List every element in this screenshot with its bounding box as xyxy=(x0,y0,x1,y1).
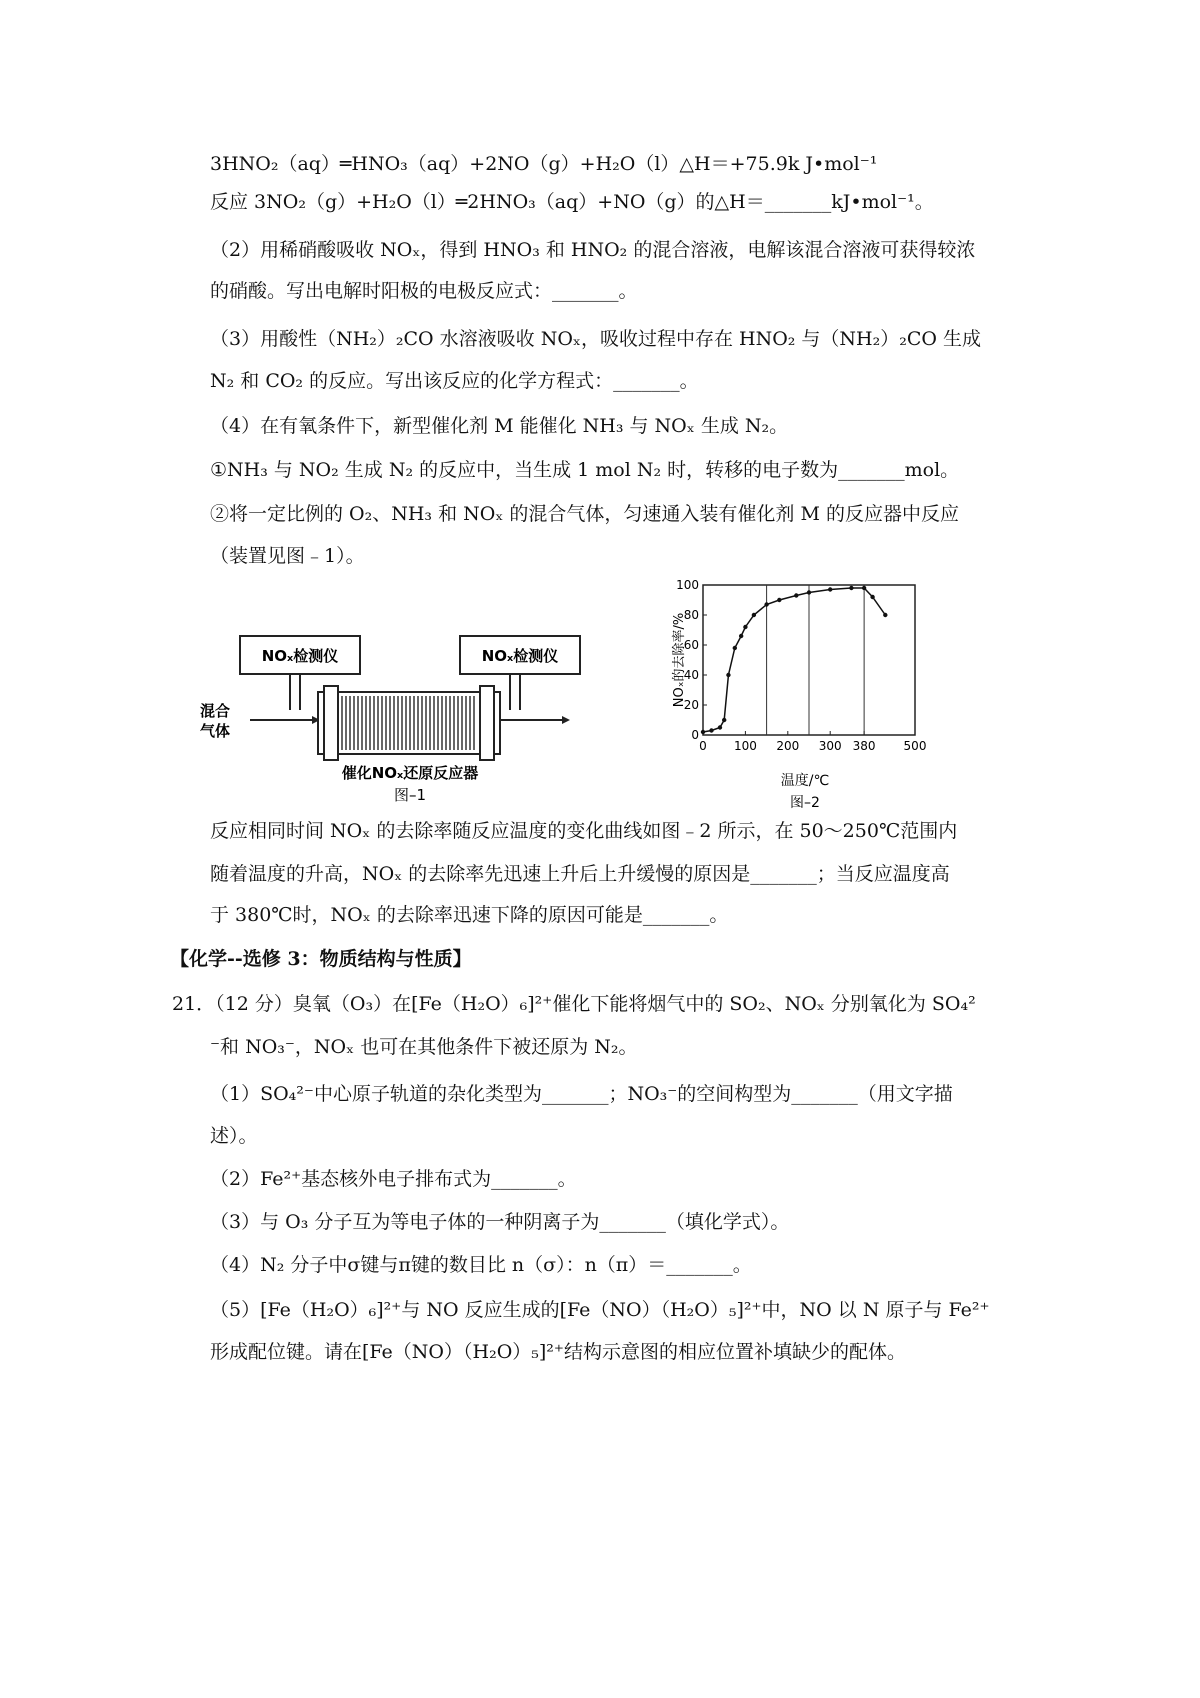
x-tick-label: 300 xyxy=(818,739,842,753)
data-point xyxy=(794,593,798,597)
text-line: 反应相同时间 NOₓ 的去除率随反应温度的变化曲线如图﹣2 所示，在 50～250℃范围内 xyxy=(210,820,958,842)
figure-1-apparatus xyxy=(200,630,620,810)
data-point xyxy=(718,725,722,729)
data-point xyxy=(777,598,781,602)
x-tick-label: 500 xyxy=(903,739,927,753)
data-point xyxy=(733,646,737,650)
y-tick-label: 60 xyxy=(683,638,699,652)
section-heading: 【化学--选修 3：物质结构与性质】 xyxy=(170,948,472,970)
data-point xyxy=(739,634,743,638)
text-line: N₂ 和 CO₂ 的反应。写出该反应的化学方程式：_______。 xyxy=(210,370,699,392)
figure-1-caption: 图–1 xyxy=(393,786,427,804)
text-line: ②将一定比例的 O₂、NH₃ 和 NOₓ 的混合气体，匀速通入装有催化剂 M 的反应器中反应 xyxy=(210,503,959,525)
y-tick-label: 80 xyxy=(683,608,699,622)
text-line: （4）N₂ 分子中σ键与π键的数目比 n（σ）：n（π）＝_______。 xyxy=(210,1254,752,1276)
figure-2-caption: 图–2 xyxy=(790,795,820,811)
text-line: 于 380℃时，NOₓ 的去除率迅速下降的原因可能是_______。 xyxy=(210,904,729,926)
text-line: （4）在有氧条件下，新型催化剂 M 能催化 NH₃ 与 NOₓ 生成 N₂。 xyxy=(210,415,789,437)
x-tick-label: 100 xyxy=(733,739,757,753)
y-tick-label: 0 xyxy=(691,728,699,742)
data-point xyxy=(709,728,713,732)
data-point xyxy=(764,602,768,606)
y-tick-label: 20 xyxy=(683,698,699,712)
data-point xyxy=(849,586,853,590)
figure-2-chart xyxy=(665,575,945,815)
data-point xyxy=(862,586,866,590)
text-line: （5）[Fe（H₂O）₆]²⁺与 NO 反应生成的[Fe（NO）（H₂O）₅]²⁺中，NO 以 N 原子与 Fe²⁺ xyxy=(210,1299,990,1321)
text-line: 形成配位键。请在[Fe（NO）（H₂O）₅]²⁺结构示意图的相应位置补填缺少的配体。 xyxy=(210,1341,906,1363)
data-point xyxy=(828,587,832,591)
detector-left-label: NOₓ检测仪 xyxy=(261,647,339,665)
reactor-label: 催化NOₓ还原反应器 xyxy=(341,764,479,782)
series-line xyxy=(703,588,885,732)
y-axis-label: NOₓ的去除率/% xyxy=(672,612,687,708)
text-line: ①NH₃ 与 NO₂ 生成 N₂ 的反应中，当生成 1 mol N₂ 时，转移的电子数为_______mol。 xyxy=(210,459,960,481)
text-line: （2）用稀硝酸吸收 NOₓ，得到 HNO₃ 和 HNO₂ 的混合溶液，电解该混合溶液可获得较浓 xyxy=(210,239,976,261)
data-point xyxy=(701,730,705,734)
inlet-label: 混合 气体 xyxy=(200,702,231,740)
text-line: 反应 3NO₂（g）+H₂O（l）═2HNO₃（aq）+NO（g）的△H＝_______kJ•mol⁻¹。 xyxy=(210,191,934,213)
x-axis-label: 温度/℃ xyxy=(780,773,830,789)
text-line: （2）Fe²⁺基态核外电子排布式为_______。 xyxy=(210,1168,577,1190)
x-tick-label: 200 xyxy=(776,739,800,753)
detector-right-label: NOₓ检测仪 xyxy=(481,647,559,665)
data-point xyxy=(807,590,811,594)
text-line: 随着温度的升高，NOₓ 的去除率先迅速上升后上升缓慢的原因是_______；当反应温度高 xyxy=(210,863,950,885)
x-tick-label: 0 xyxy=(699,739,707,753)
text-line: （3）与 O₃ 分子互为等电子体的一种阴离子为_______（填化学式）。 xyxy=(210,1211,790,1233)
data-point xyxy=(870,595,874,599)
text-line: （3）用酸性（NH₂）₂CO 水溶液吸收 NOₓ，吸收过程中存在 HNO₂ 与（NH₂）₂CO 生成 xyxy=(210,328,982,350)
text-line: ⁻和 NO₃⁻，NOₓ 也可在其他条件下被还原为 N₂。 xyxy=(210,1036,638,1058)
data-point xyxy=(752,613,756,617)
y-tick-label: 40 xyxy=(683,668,699,682)
text-line: （1）SO₄²⁻中心原子轨道的杂化类型为_______；NO₃⁻的空间构型为_______（用文字描 xyxy=(210,1083,953,1105)
text-line: 3HNO₂（aq）═HNO₃（aq）+2NO（g）+H₂O（l）△H＝+75.9k J•mol⁻¹ xyxy=(210,153,878,175)
data-point xyxy=(743,625,747,629)
x-tick-label: 380 xyxy=(852,739,876,753)
text-line: （装置见图﹣1）。 xyxy=(210,545,365,567)
data-point xyxy=(726,673,730,677)
question-21: 21．（12 分）臭氧（O₃）在[Fe（H₂O）₆]²⁺催化下能将烟气中的 SO₂、NOₓ 分别氧化为 SO₄² xyxy=(172,993,976,1015)
data-point xyxy=(722,718,726,722)
data-point xyxy=(883,613,887,617)
text-line: 述）。 xyxy=(210,1125,258,1147)
y-tick-label: 100 xyxy=(676,578,699,592)
text-line: 的硝酸。写出电解时阳极的电极反应式：_______。 xyxy=(210,280,638,302)
